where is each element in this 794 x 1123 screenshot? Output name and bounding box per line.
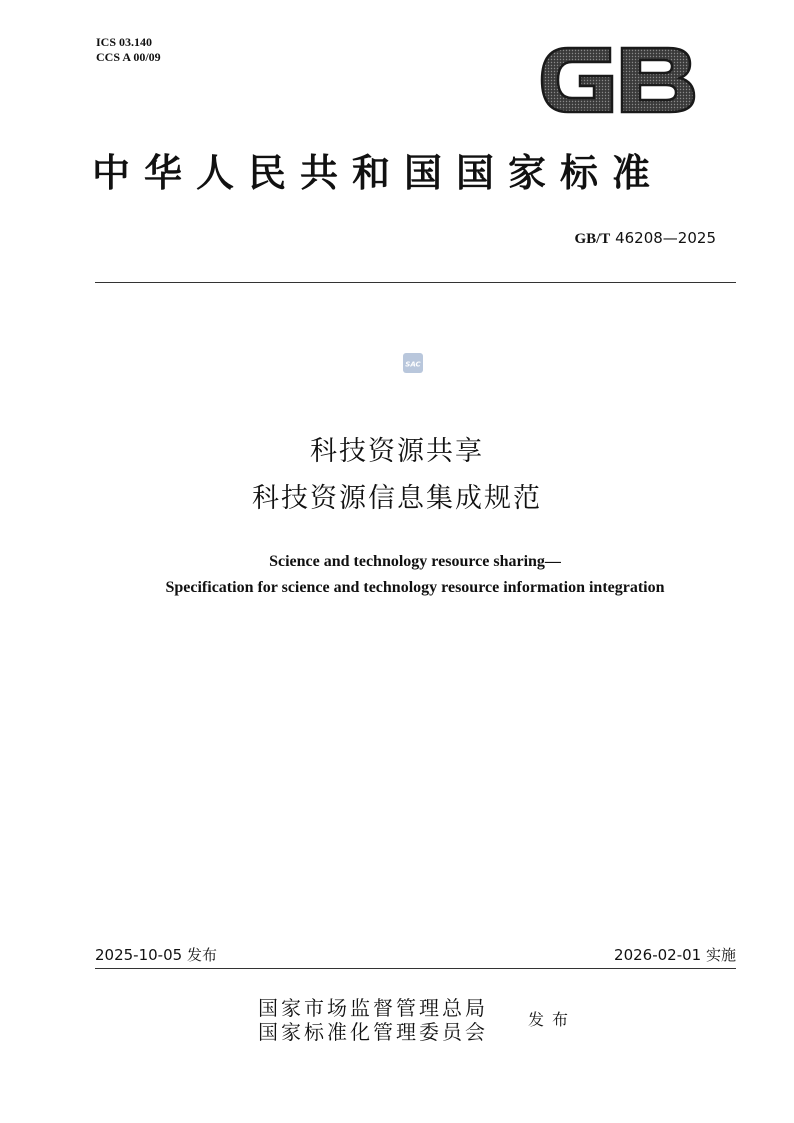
issuer-sac: 国家标准化管理委员会	[258, 1020, 488, 1044]
issue-label: 发布	[528, 1010, 577, 1029]
issue-date: 2025-10-05 发布	[95, 946, 217, 964]
issuing-organizations	[258, 996, 488, 1044]
sac-watermark-icon	[402, 352, 424, 374]
standard-number	[574, 229, 716, 248]
chinese-title-line-2: 科技资源信息集成规范	[252, 483, 542, 514]
implementation-date: 2026-02-01 实施	[614, 946, 736, 964]
english-title-line-1: Science and technology resource sharing—	[269, 553, 561, 570]
bottom-divider	[95, 968, 736, 969]
standard-code: GB/T	[574, 231, 611, 247]
ics-code: ICS 03.140	[96, 35, 153, 49]
national-standard-title: 中华人民共和国国家标准	[92, 151, 665, 195]
svg-text:SAC: SAC	[405, 360, 421, 369]
english-title-line-2: Specification for science and technology resource information integration	[165, 579, 665, 596]
top-divider	[95, 282, 736, 283]
ccs-code: CCS A 00/09	[96, 50, 161, 64]
classification-codes	[96, 35, 161, 65]
gb-logo-icon	[538, 40, 698, 120]
issuer-samr: 国家市场监督管理总局	[258, 996, 488, 1020]
chinese-title-line-1: 科技资源共享	[310, 436, 484, 467]
standard-number-value: 46208—2025	[615, 229, 716, 247]
